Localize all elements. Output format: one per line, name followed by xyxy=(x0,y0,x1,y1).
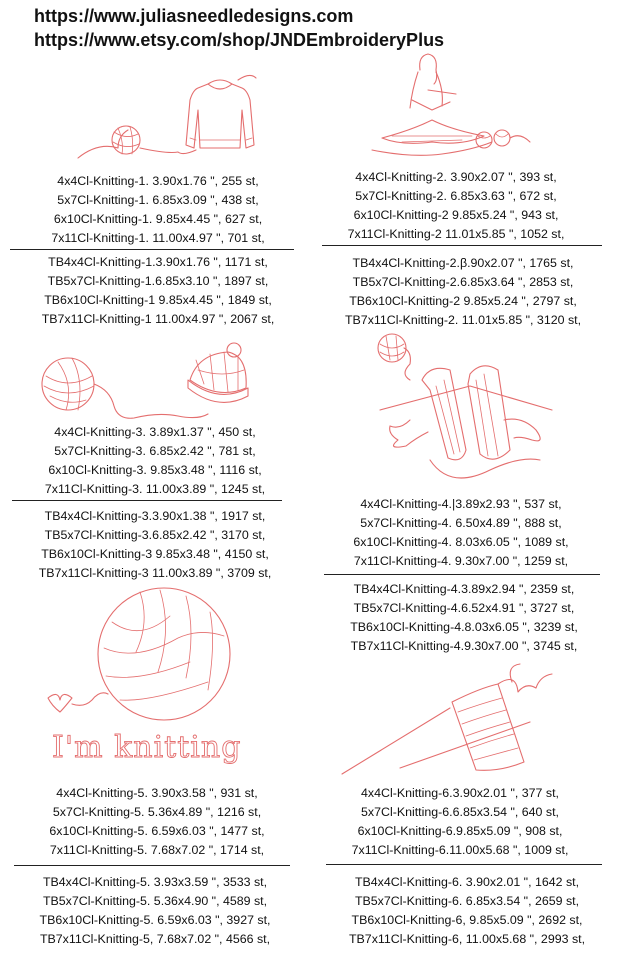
spec-line: 5x7Cl-Knitting-3. 6.85x2.42 ", 781 st, xyxy=(54,444,256,458)
divider xyxy=(326,864,602,865)
design-2-primary-specs xyxy=(322,168,590,244)
spec-line: 5x7Cl-Knitting-1. 6.85x3.09 ", 438 st, xyxy=(57,193,259,207)
spec-line: 7x11Cl-Knitting-3. 11.00x3.89 ", 1245 st, xyxy=(44,482,266,496)
spec-line: 6x10Cl-Knitting-1. 9.85x4.45 ", 627 st, xyxy=(53,212,263,226)
divider xyxy=(12,500,282,501)
divider xyxy=(322,245,602,246)
spec-line: TB5x7Cl-Knitting-1.6.85x3.10 ", 1897 st, xyxy=(47,274,269,288)
spec-line: 4x4Cl-Knitting-5. 3.90x3.58 ", 931 st, xyxy=(56,786,258,800)
spec-line: 5x7Cl-Knitting-5. 5.36x4.89 ", 1216 st, xyxy=(52,805,262,819)
spec-line: TB5x7Cl-Knitting-6. 6.85x3.54 ", 2659 st, xyxy=(354,894,580,908)
spec-line: 5x7Cl-Knitting-6.6.85x3.54 ", 640 st, xyxy=(361,805,559,819)
design-6-tb-specs xyxy=(324,873,610,949)
design-3-tb-specs xyxy=(18,507,292,583)
design-1-artwork xyxy=(78,70,293,175)
design-3-artwork xyxy=(38,340,253,425)
spec-line: 7x11Cl-Knitting-1. 11.00x4.97 ", 701 st, xyxy=(51,231,265,245)
etsy-shop-url-link[interactable]: https://www.etsy.com/shop/JNDEmbroideryPlus xyxy=(34,30,445,50)
divider xyxy=(10,249,294,250)
spec-line: 5x7Cl-Knitting-4. 6.50x4.89 ", 888 st, xyxy=(360,516,562,530)
spec-line: TB6x10Cl-Knitting-3 9.85x3.48 ", 4150 st, xyxy=(41,547,269,561)
design-6-primary-specs xyxy=(324,784,596,860)
spec-line: TB4x4Cl-Knitting-5. 3.93x3.59 ", 3533 st, xyxy=(42,875,268,889)
design-4-primary-specs xyxy=(326,495,596,571)
spec-line: 6x10Cl-Knitting-3. 9.85x3.48 ", 1116 st, xyxy=(48,463,262,477)
spec-line: 6x10Cl-Knitting-4. 8.03x6.05 ", 1089 st, xyxy=(353,535,569,549)
spec-line: 4x4Cl-Knitting-6.3.90x2.01 ", 377 st, xyxy=(361,786,559,800)
spec-line: TB4x4Cl-Knitting-3.3.90x1.38 ", 1917 st, xyxy=(44,509,266,523)
website-url-link[interactable]: https://www.juliasneedledesigns.com xyxy=(34,6,354,26)
spec-line: TB7x11Cl-Knitting-6, 11.00x5.68 ", 2993 st, xyxy=(348,932,586,946)
spec-line: 4x4Cl-Knitting-4.|3.89x2.93 ", 537 st, xyxy=(360,497,562,511)
spec-line: TB7x11Cl-Knitting-1 11.00x4.97 ", 2067 st, xyxy=(41,312,275,326)
spec-line: TB5x7Cl-Knitting-2.6.85x3.64 ", 2853 st, xyxy=(352,275,574,289)
design-1-tb-specs xyxy=(20,253,296,329)
design-3-primary-specs xyxy=(20,423,290,499)
divider xyxy=(14,865,290,866)
spec-line: 4x4Cl-Knitting-1. 3.90x1.76 ", 255 st, xyxy=(57,174,259,188)
spec-line: 7x11Cl-Knitting-6.11.00x5.68 ", 1009 st, xyxy=(351,843,569,857)
spec-line: 7x11Cl-Knitting-5. 7.68x7.02 ", 1714 st, xyxy=(49,843,265,857)
spec-line: 4x4Cl-Knitting-3. 3.89x1.37 ", 450 st, xyxy=(54,425,256,439)
design-2-tb-specs xyxy=(322,254,604,330)
design-2-artwork xyxy=(372,50,537,165)
spec-line: TB5x7Cl-Knitting-3.6.85x2.42 ", 3170 st, xyxy=(44,528,266,542)
spec-line: 6x10Cl-Knitting-2 9.85x5.24 ", 943 st, xyxy=(353,208,559,222)
design-1-primary-specs xyxy=(28,172,288,248)
divider xyxy=(324,574,600,575)
spec-line: TB5x7Cl-Knitting-5. 5.36x4.90 ", 4589 st, xyxy=(42,894,268,908)
spec-line: TB7x11Cl-Knitting-4.9.30x7.00 ", 3745 st, xyxy=(350,639,578,653)
spec-line: 7x11Cl-Knitting-2 11.01x5.85 ", 1052 st, xyxy=(347,227,565,241)
spec-line: TB5x7Cl-Knitting-4.6.52x4.91 ", 3727 st, xyxy=(353,601,575,615)
spec-line: 4x4Cl-Knitting-2. 3.90x2.07 ", 393 st, xyxy=(355,170,557,184)
spec-line: TB4x4Cl-Knitting-4.3.89x2.94 ", 2359 st, xyxy=(353,582,575,596)
spec-line: TB6x10Cl-Knitting-1 9.85x4.45 ", 1849 st, xyxy=(44,293,272,307)
spec-line: TB4x4Cl-Knitting-6. 3.90x2.01 ", 1642 st, xyxy=(354,875,580,889)
spec-line: TB6x10Cl-Knitting-2 9.85x5.24 ", 2797 st, xyxy=(349,294,577,308)
design-4-tb-specs xyxy=(324,580,604,656)
spec-line: TB6x10Cl-Knitting-6, 9.85x5.09 ", 2692 st, xyxy=(351,913,583,927)
spec-line: TB4x4Cl-Knitting-2.β.90x2.07 ", 1765 st, xyxy=(352,256,574,270)
spec-line: TB7x11Cl-Knitting-2. 11.01x5.85 ", 3120 st, xyxy=(344,313,582,327)
spec-line: 7x11Cl-Knitting-4. 9.30x7.00 ", 1259 st, xyxy=(353,554,569,568)
design-4-artwork xyxy=(370,330,560,490)
spec-line: 6x10Cl-Knitting-6.9.85x5.09 ", 908 st, xyxy=(357,824,563,838)
design-5-im-knitting-lettering: I'm knitting xyxy=(52,730,242,765)
spec-line: TB6x10Cl-Knitting-4.8.03x6.05 ", 3239 st, xyxy=(350,620,578,634)
spec-line: TB7x11Cl-Knitting-5, 7.68x7.02 ", 4566 st, xyxy=(39,932,271,946)
design-6-artwork xyxy=(340,662,555,777)
spec-line: 6x10Cl-Knitting-5. 6.59x6.03 ", 1477 st, xyxy=(49,824,265,838)
spec-line: 5x7Cl-Knitting-2. 6.85x3.63 ", 672 st, xyxy=(355,189,557,203)
spec-line: TB7x11Cl-Knitting-3 11.00x3.89 ", 3709 st, xyxy=(38,566,272,580)
design-5-primary-specs xyxy=(24,784,290,860)
design-5-tb-specs xyxy=(20,873,290,949)
spec-line: TB4x4Cl-Knitting-1.3.90x1.76 ", 1171 st, xyxy=(48,255,268,269)
spec-line: TB6x10Cl-Knitting-5. 6.59x6.03 ", 3927 st, xyxy=(39,913,271,927)
